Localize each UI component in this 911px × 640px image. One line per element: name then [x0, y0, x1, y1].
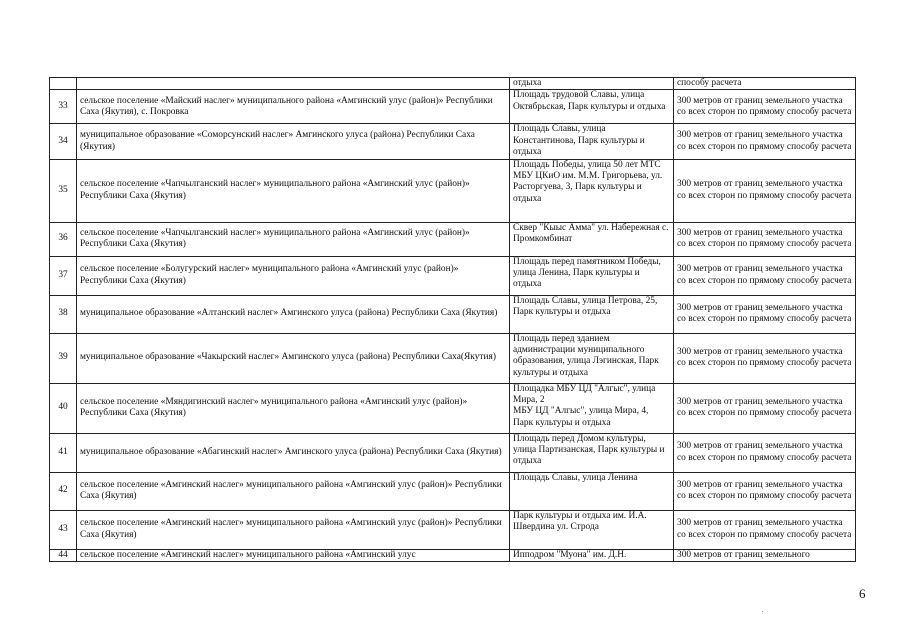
settlement-name: муниципальное образование «Абагинский наслег» Амгинского улуса (района) Республики Саха (Якутия)	[77, 433, 510, 472]
row-number	[50, 78, 77, 90]
table-row	[50, 383, 856, 433]
table-row	[50, 549, 856, 561]
distance-rule: 300 метров от границ земельного участка со всех сторон по прямому способу расчета	[674, 222, 856, 256]
row-number: 38	[50, 295, 77, 333]
table-row	[50, 222, 856, 256]
row-number: 34	[50, 124, 77, 159]
settlement-name: муниципальное образование «Соморсунский наслег» Амгинского улуса (района) Республики Саха (Якутия)	[77, 124, 510, 159]
place-description: Площадь Славы, улица Константинова, Парк культуры и отдыха	[510, 124, 674, 159]
place-description: Ипподром "Муона" им. Д.Н.	[510, 549, 674, 561]
table-row	[50, 78, 856, 90]
distance-rule: 300 метров от границ земельного участка со всех сторон по прямому способу расчета	[674, 333, 856, 383]
distance-rule: 300 метров от границ земельного участка со всех сторон по прямому способу расчета	[674, 472, 856, 510]
row-number: 35	[50, 159, 77, 222]
scan-speck	[762, 611, 763, 612]
place-description: Парк культуры и отдыха им. И.А. Швердина ул. Строда	[510, 510, 674, 549]
settlement-name: сельское поселение «Чапчылганский наслег» муниципального района «Амгинский улус (район)» Республики Саха (Якутия)	[77, 159, 510, 222]
place-description: Площадь перед Домом культуры, улица Партизанская, Парк культуры и отдыха	[510, 433, 674, 472]
distance-rule: 300 метров от границ земельного участка со всех сторон по прямому способу расчета	[674, 433, 856, 472]
place-description: Площадь Победы, улица 50 лет МТС МБУ ЦКиО им. М.М. Григорьева, ул. Расторгуева, 3, Парк культуры и отдыха	[510, 159, 674, 222]
row-number: 37	[50, 256, 77, 295]
place-description: Площадь перед памятником Победы, улица Ленина, Парк культуры и отдыха	[510, 256, 674, 295]
table-row	[50, 90, 856, 124]
row-number: 43	[50, 510, 77, 549]
distance-rule: 300 метров от границ земельного участка со всех сторон по прямому способу расчета	[674, 159, 856, 222]
table-row	[50, 433, 856, 472]
settlement-name: муниципальное образование «Алтанский наслег» Амгинского улуса (района) Республики Саха (Якутия)	[77, 295, 510, 333]
place-description: отдыха	[510, 78, 674, 90]
settlement-name: сельское поселение «Амгинский наслег» муниципального района «Амгинский улус	[77, 549, 510, 561]
distance-rule: 300 метров от границ земельного	[674, 549, 856, 561]
table-row	[50, 295, 856, 333]
distance-rule: 300 метров от границ земельного участка со всех сторон по прямому способу расчета	[674, 124, 856, 159]
distance-rule: 300 метров от границ земельного участка со всех сторон по прямому способу расчета	[674, 295, 856, 333]
table-row	[50, 510, 856, 549]
settlement-name: сельское поселение «Амгинский наслег» муниципального района «Амгинский улус (район)» Республики Саха (Якутия)	[77, 510, 510, 549]
table-row	[50, 159, 856, 222]
settlement-name: сельское поселение «Болугурский наслег» муниципального района «Амгинский улус (район)» Республики Саха (Якутия)	[77, 256, 510, 295]
table-row	[50, 124, 856, 159]
row-number: 41	[50, 433, 77, 472]
row-number: 44	[50, 549, 77, 561]
distance-rule: 300 метров от границ земельного участка со всех сторон по прямому способу расчета	[674, 510, 856, 549]
settlement-name: муниципальное образование «Чакырский наслег» Амгинского улуса (района) Республики Саха(Якутия)	[77, 333, 510, 383]
row-number: 42	[50, 472, 77, 510]
table-body	[50, 78, 856, 562]
distance-rule: 300 метров от границ земельного участка со всех сторон по прямому способу расчета	[674, 383, 856, 433]
place-description: Площадь перед зданием администрации муниципального образования, улица Лэгинская, Парк культуры и отдыха	[510, 333, 674, 383]
distance-rule: способу расчета	[674, 78, 856, 90]
settlement-name	[77, 78, 510, 90]
settlement-name: сельское поселение «Майский наслег» муниципального района «Амгинский улус (район)» Республики Саха (Якутия), с. Покровка	[77, 90, 510, 124]
place-description: Площадь Славы, улица Петрова, 25, Парк культуры и отдыха	[510, 295, 674, 333]
page-number: 6	[859, 586, 866, 601]
row-number: 33	[50, 90, 77, 124]
settlement-name: сельское поселение «Чапчылганский наслег» муниципального района «Амгинский улус (район)» Республики Саха (Якутия)	[77, 222, 510, 256]
row-number: 40	[50, 383, 77, 433]
settlement-name: сельское поселение «Мяндигинский наслег» муниципального района «Амгинский улус (район)» Республики Саха (Якутия)	[77, 383, 510, 433]
place-description: Площадь трудовой Славы, улица Октябрьская, Парк культуры и отдыха	[510, 90, 674, 124]
distance-rule: 300 метров от границ земельного участка со всех сторон по прямому способу расчета	[674, 256, 856, 295]
place-description: Площадь Славы, улица Ленина	[510, 472, 674, 510]
place-description: Сквер "Кыыс Амма" ул. Набережная с. Промкомбинат	[510, 222, 674, 256]
table-row	[50, 472, 856, 510]
row-number: 36	[50, 222, 77, 256]
distance-rule: 300 метров от границ земельного участка со всех сторон по прямому способу расчета	[674, 90, 856, 124]
settlement-name: сельское поселение «Амгинский наслег» муниципального района «Амгинский улус (район)» Республики Саха (Якутия)	[77, 472, 510, 510]
table-row	[50, 333, 856, 383]
row-number: 39	[50, 333, 77, 383]
table-row	[50, 256, 856, 295]
settlements-table	[49, 77, 856, 562]
place-description: Площадка МБУ ЦД "Алгыс", улица Мира, 2 МБУ ЦД "Алгыс", улица Мира, 4, Парк культуры и отдыха	[510, 383, 674, 433]
